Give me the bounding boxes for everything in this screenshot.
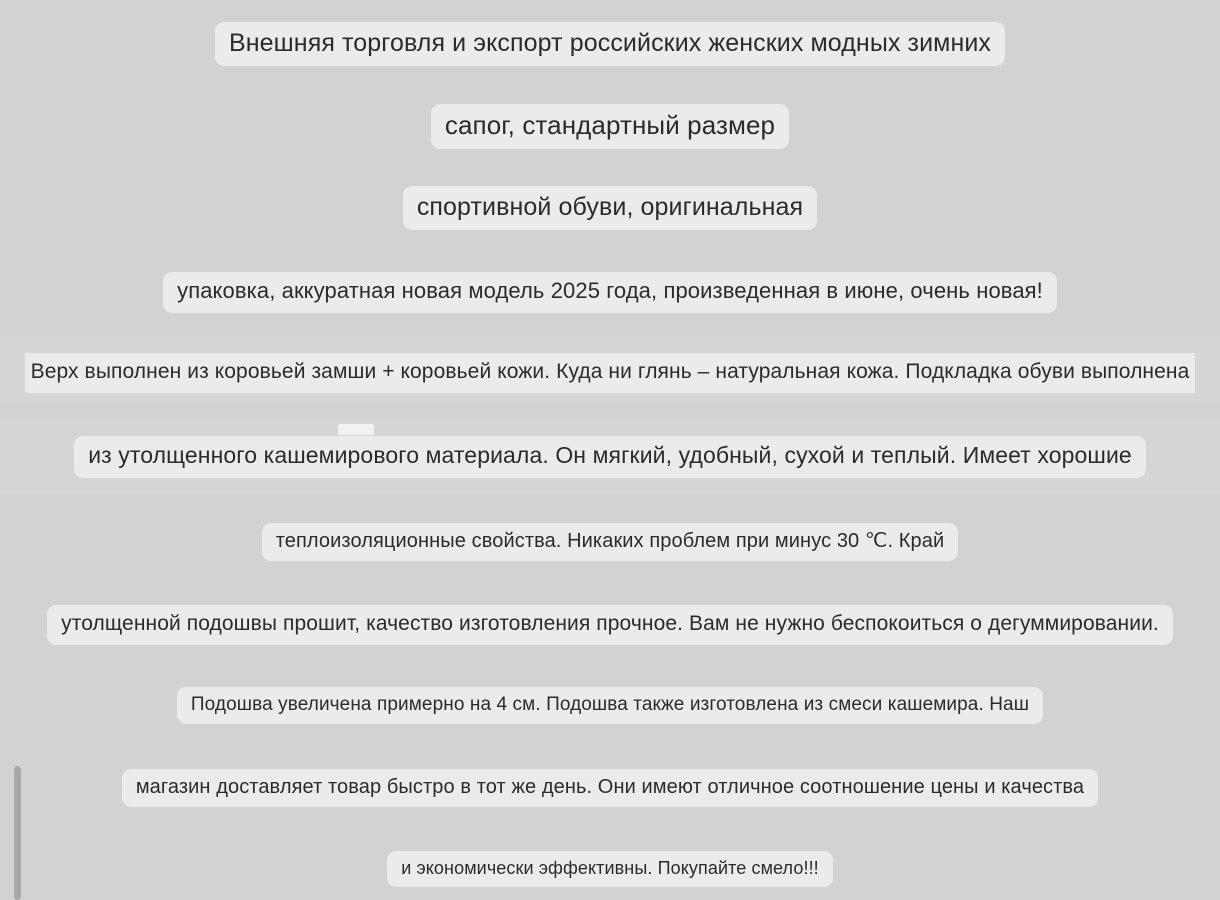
text-line — [0, 22, 1220, 66]
text-line-label: сапог, стандартный размер — [431, 104, 789, 149]
text-line-label: упаковка, аккуратная новая модель 2025 года, произведенная в июне, очень новая! — [163, 272, 1057, 313]
scrollbar-thumb[interactable] — [14, 766, 21, 900]
text-line-label: теплоизоляционные свойства. Никаких проблем при минус 30 ℃. Край — [262, 523, 959, 561]
text-line — [0, 436, 1220, 478]
text-line — [0, 687, 1220, 724]
text-line-label: из утолщенного кашемирового материала. Он мягкий, удобный, сухой и теплый. Имеет хорошие — [74, 436, 1146, 478]
text-line-label: Подошва увеличена примерно на 4 см. Подошва также изготовлена из смеси кашемира. Наш — [177, 687, 1043, 724]
text-line-label: Внешняя торговля и экспорт российских женских модных зимних — [215, 22, 1005, 66]
text-line-label: и экономически эффективны. Покупайте смело!!! — [387, 851, 833, 887]
text-line — [0, 272, 1220, 313]
text-line-label: утолщенной подошвы прошит, качество изготовления прочное. Вам не нужно беспокоиться о дегуммировании. — [47, 605, 1173, 645]
text-line — [0, 523, 1220, 561]
text-line — [0, 851, 1220, 887]
text-line-label: Верх выполнен из коровьей замши + коровьей кожи. Куда ни глянь – натуральная кожа. Подкладка обуви выполнена — [25, 353, 1196, 393]
text-line — [0, 353, 1220, 393]
text-line-label: магазин доставляет товар быстро в тот же день. Они имеют отличное соотношение цены и качества — [122, 769, 1098, 807]
text-line — [0, 605, 1220, 645]
text-line — [0, 186, 1220, 230]
text-line-label: спортивной обуви, оригинальная — [403, 186, 817, 230]
text-line — [0, 104, 1220, 149]
text-line — [0, 769, 1220, 807]
